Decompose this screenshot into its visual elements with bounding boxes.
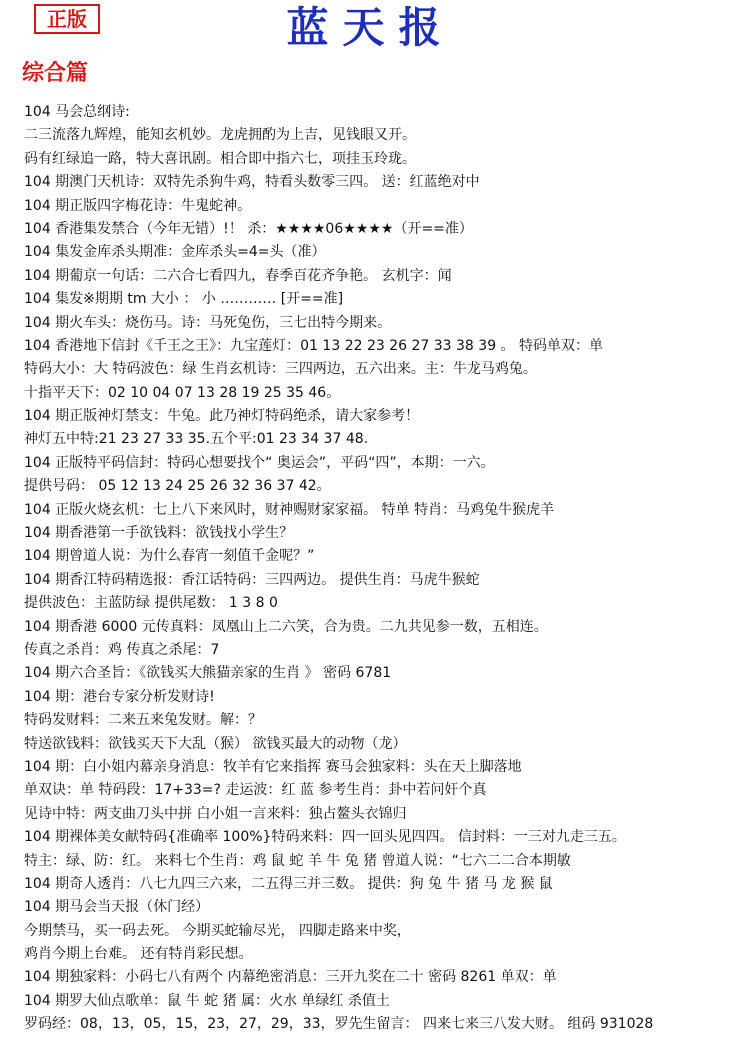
text-line: 104 期正版四字梅花诗：牛鬼蛇神。 xyxy=(24,197,252,214)
content-lines xyxy=(24,101,736,1037)
text-line: 104 期：白小姐内幕亲身消息：牧羊有它来指挥 赛马会独家料：头在天上脚落地 xyxy=(24,758,522,775)
text-line: 码有红绿追一路，特大喜讯剧。相合即中指六七，项挂玉玲珑。 xyxy=(24,150,416,167)
text-line: 104 期马会当天报（休门经） xyxy=(24,899,210,916)
text-line: 罗码经：08，13，05，15，23，27，29，33，罗先生留言： 四来七来三八发大财。 组码 931028 xyxy=(24,1016,654,1033)
text-line: 特码大小：大 特码波色：绿 生肖玄机诗：三四两边，五六出来。主：牛龙马鸡兔。 xyxy=(24,361,537,378)
text-line: 特码发财料：二来五来兔发财。解：？ xyxy=(24,712,262,729)
text-line: 104 期正版神灯禁支：牛兔。此乃神灯特码绝杀，请大家参考！ xyxy=(24,408,420,425)
text-line: 104 期六合圣旨：《欲钱买大熊猫亲家的生肖 》 密码 6781 xyxy=(24,665,392,682)
text-line: 特主：绿、防：红。 来料七个生肖：鸡 鼠 蛇 羊 牛 兔 猪 曾道人说：“七六二二合本期敏 xyxy=(24,852,571,869)
text-line: 104 正版特平码信封：特码心想要找个“ 奥运会”，平码“四”，本期：一六。 xyxy=(24,454,495,471)
text-line: 104 期奇人透肖：八七九四三六来，二五得三并三数。 提供：狗 兔 牛 猪 马 龙 猴 鼠 xyxy=(24,875,553,892)
text-line: 104 期独家料：小码七八有两个 内幕绝密消息：三开九奖在二十 密码 8261 单双：单 xyxy=(24,969,557,986)
text-line: 单双诀：单 特码段：17+33=? 走运波：红 蓝 参考生肖：卦中若问奸个真 xyxy=(24,782,487,799)
text-line: 104 期罗大仙点歌单：鼠 牛 蛇 猪 属：火水 单绿红 杀值土 xyxy=(24,992,390,1009)
text-line: 104 香港地下信封《千王之王》：九宝莲灯：01 13 22 23 26 27 33 38 39 。 特码单双：单 xyxy=(24,337,604,354)
text-line: 104 期：港台专家分析发财诗! xyxy=(24,688,215,705)
text-line: 104 集发金库杀头期准：金库杀头=4=头（准） xyxy=(24,244,326,261)
text-line: 104 集发※期期 tm 大小 ： 小 ………… [开==准] xyxy=(24,291,344,308)
text-line: 104 正版火烧玄机：七上八下来风时，财神赐财家家福。 特单 特肖：马鸡兔牛猴虎羊 xyxy=(24,501,555,518)
page-title: 蓝天报 xyxy=(286,3,455,52)
text-line: 二三流落九辉煌，能知玄机妙。龙虎拥酌为上吉，见钱眼又开。 xyxy=(24,127,416,144)
text-line: 104 马会总纲诗: xyxy=(24,104,130,120)
text-line: 十指平天下：02 10 04 07 13 28 19 25 35 46。 xyxy=(24,384,341,401)
text-line: 104 期裸体美女献特码{准确率 100%}特码来料：四一回头见四四。 信封料：一三对九走三五。 xyxy=(24,829,626,846)
text-line: 传真之杀肖：鸡 传真之杀尾：7 xyxy=(24,641,220,658)
text-line: 104 期香港第一手欲钱料：欲钱找小学生？ xyxy=(24,525,294,542)
text-line: 提供号码： 05 12 13 24 25 26 32 36 37 42。 xyxy=(24,478,331,495)
text-line: 鸡肖今期上台难。 还有特肖彩民想。 xyxy=(24,946,253,963)
text-line: 104 期香港 6000 元传真料：凤凰山上二六笑，合为贵。二九共见参一数，五相连。 xyxy=(24,618,548,635)
text-line: 104 香港集发禁合（今年无错）!！ 杀：★★★★06★★★★（开==准） xyxy=(24,220,473,237)
text-line: 提供波色：主蓝防绿 提供尾数： 1 3 8 0 xyxy=(24,595,278,612)
text-line: 104 期澳门天机诗：双特先杀狗牛鸡，特看头数零三四。 送：红蓝绝对中 xyxy=(24,174,480,191)
text-line: 104 期火车头：烧伤马。诗：马死兔伤，三七出特今期来。 xyxy=(24,314,392,331)
section-heading: 综合篇 xyxy=(22,61,89,86)
text-line: 104 期香江特码精选报：香江话特码：三四两边。 提供生肖：马虎牛猴蛇 xyxy=(24,571,480,588)
text-line: 特送欲钱料：欲钱买天下大乱（猴） 欲钱买最大的动物（龙） xyxy=(24,735,407,752)
text-line: 104 期曾道人说：为什么春宵一刻值千金呢？” xyxy=(24,548,315,565)
authentic-badge: 正版 xyxy=(34,4,100,34)
text-line: 神灯五中特:21 23 27 33 35.五个平:01 23 34 37 48. xyxy=(24,431,369,448)
text-line: 今期禁马，买一码去死。 今期买蛇输尽光， 四脚走路来中奖， xyxy=(24,922,411,939)
text-line: 104 期葡京一句话：二六合七看四九，春季百花齐争艳。 玄机字：闻 xyxy=(24,267,452,284)
text-line: 见诗中特：两支曲刀头中拼 白小姐一言来料：独占鳌头衣锦归 xyxy=(24,805,407,822)
